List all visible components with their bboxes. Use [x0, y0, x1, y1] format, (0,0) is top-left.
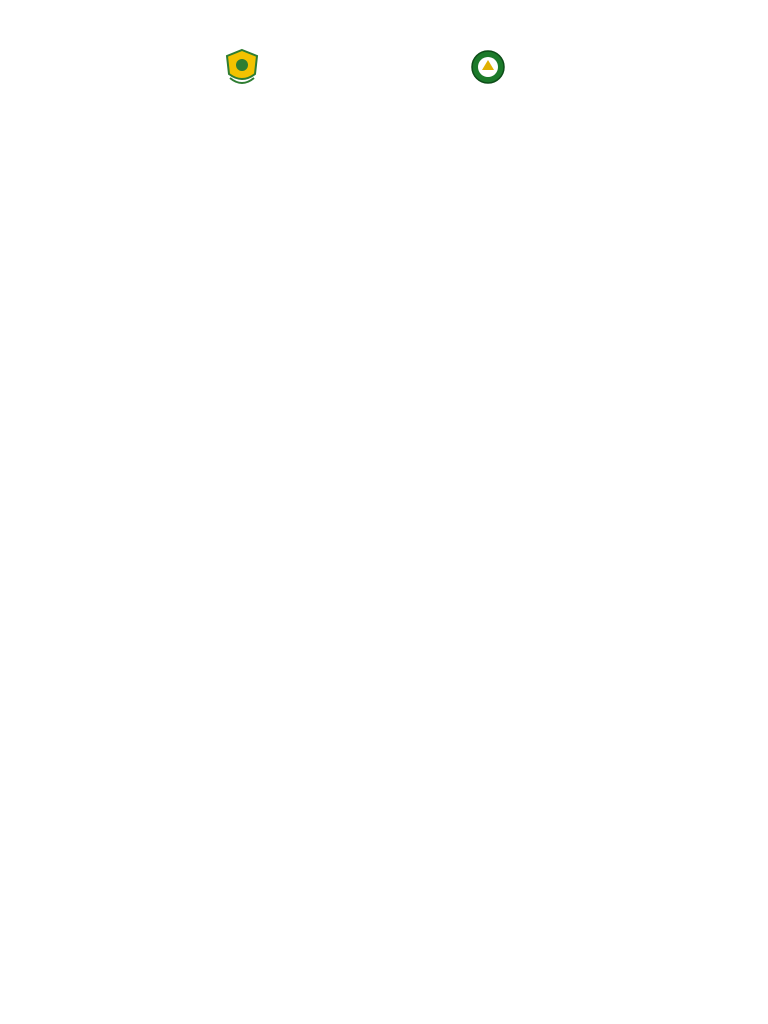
- regency-logo-icon: [224, 48, 260, 86]
- school-logo-icon: [470, 48, 506, 86]
